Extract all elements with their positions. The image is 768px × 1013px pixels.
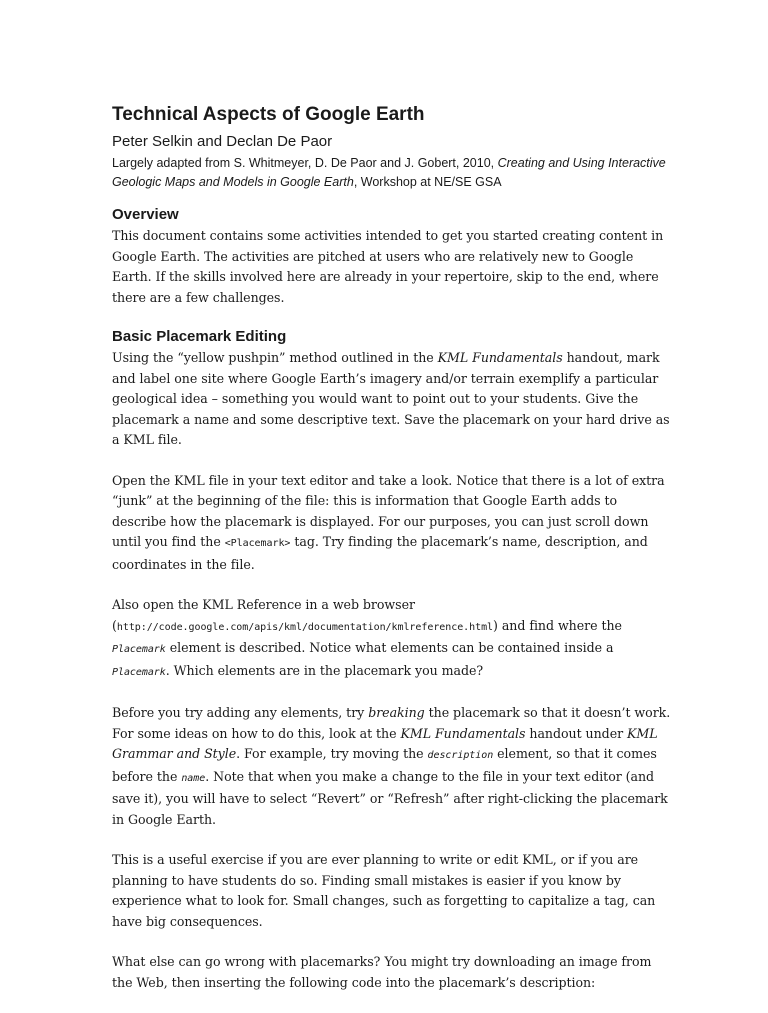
kml-reference-url: http://code.google.com/apis/kml/documentation/kmlreference.html <box>116 621 494 633</box>
p3-text-b: ) and find where the <box>493 617 622 633</box>
p4-text-d: . For example, try moving the <box>236 746 428 761</box>
document-title: Technical Aspects of Google Earth <box>112 104 425 125</box>
p1-text-b: handout, mark and label one site where Google Earth’s imagery and/or terrain exemplify a particular geological idea – something you would want to point out to your students. Give the placemark a name and some descriptive text. Save the placemark on your hard drive as a KML file. <box>112 350 670 447</box>
basic-paragraph-4 <box>112 703 672 830</box>
p3-code-placemark-2: Placemark <box>112 666 166 678</box>
credit-line <box>112 154 672 192</box>
p4-italic-breaking: breaking <box>368 705 425 720</box>
basic-paragraph-6: What else can go wrong with placemarks? You might try downloading an image from the Web, then inserting the following code into the placemark’s description: <box>112 954 652 990</box>
p4-text-a: Before you try adding any elements, try <box>112 705 369 720</box>
p4-code-name: name <box>181 772 206 784</box>
p1-text-a: Using the “yellow pushpin” method outlined in the <box>112 350 438 365</box>
p2-text-a: Open the KML file in your text editor and take a look. Notice that there is a lot of extra “junk” at the beginning of the file: this is information that Google Earth adds to describe how the placemark is displayed. For our purposes, you can just scroll down until you find the <box>112 472 665 549</box>
p3-text-a: Also open the KML Reference in a web browser ( <box>112 597 415 633</box>
p4-code-description: description <box>427 750 494 761</box>
p4-text-c: handout under <box>525 725 628 741</box>
p4-italic-grammar: KML Grammar and Style <box>112 725 658 761</box>
credit-pre: Largely adapted from S. Whitmeyer, D. De Paor and J. Gobert, 2010, <box>112 156 498 170</box>
p1-italic: KML Fundamentals <box>437 350 563 365</box>
basic-paragraph-2 <box>112 471 672 576</box>
p4-text-f: . Note that when you make a change to the file in your text editor (and save it), you will have to select “Revert” or “Refresh” after right-clicking the placemark in Google Earth. <box>112 768 668 827</box>
credit-italic-title: Creating and Using Interactive Geologic Maps and Models in Google Earth <box>112 156 666 189</box>
p4-text-b: the placemark so that it doesn’t work. For some ideas on how to do this, look at the <box>112 705 671 741</box>
p2-text-b: tag. Try finding the placemark’s name, description, and coordinates in the file. <box>112 534 648 572</box>
p4-italic-kml-fundamentals: KML Fundamentals <box>400 725 526 741</box>
basic-paragraph-1 <box>112 348 672 451</box>
basic-paragraph-3 <box>112 595 672 683</box>
p3-text-c: element is described. Notice what elements can be contained inside a <box>165 640 614 655</box>
authors-line: Peter Selkin and Declan De Paor <box>112 133 333 150</box>
basic-paragraph-5: This is a useful exercise if you are ever planning to write or edit KML, or if you are planning to have students do so. Finding small mistakes is easier if you know by experience what to look for. Small changes, such as forgetting to capitalize a tag, can have big consequences. <box>112 852 656 929</box>
credit-post: , Workshop at NE/SE GSA <box>353 175 502 189</box>
p3-code-placemark-1: Placemark <box>112 644 166 655</box>
basic-placemark-heading: Basic Placemark Editing <box>112 328 287 345</box>
p2-code-placemark: <Placemark> <box>224 538 291 549</box>
overview-heading: Overview <box>112 206 179 223</box>
p3-text-d: . Which elements are in the placemark you made? <box>165 662 484 678</box>
document-page <box>112 104 672 1013</box>
overview-paragraph: This document contains some activities intended to get you started creating content in Google Earth. The activities are pitched at users who are relatively new to Google Earth. If the skills involved here are already in your repertoire, skip to the end, where there are a few challenges. <box>112 228 664 305</box>
p4-text-e: element, so that it comes before the <box>112 746 657 784</box>
